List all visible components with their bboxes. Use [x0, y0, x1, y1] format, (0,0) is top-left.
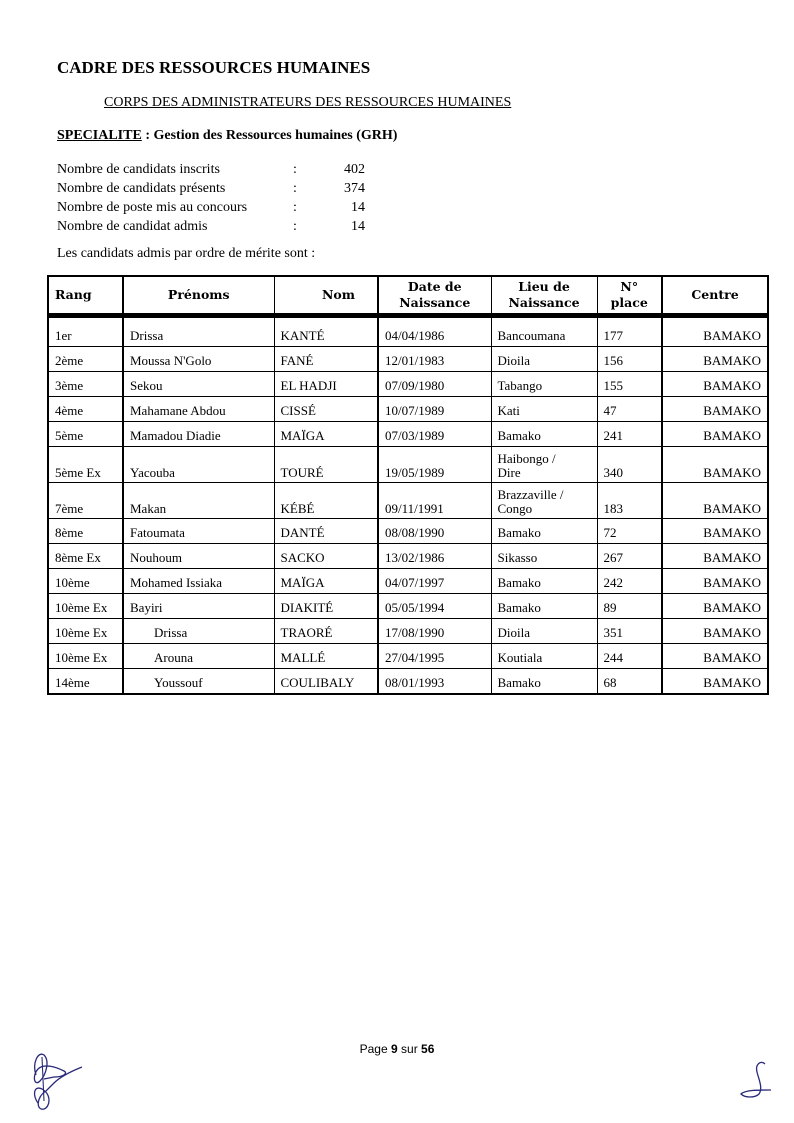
cell-rang: 2ème — [48, 347, 123, 372]
cell-prenoms: Youssouf — [123, 669, 274, 695]
cell-date-naissance: 05/05/1994 — [378, 594, 491, 619]
table-row — [48, 544, 768, 569]
cell-date-naissance: 04/07/1997 — [378, 569, 491, 594]
cell-date-naissance: 08/01/1993 — [378, 669, 491, 695]
cell-numero-place: 177 — [597, 316, 662, 347]
table-row — [48, 316, 768, 347]
cell-nom: TRAORÉ — [274, 619, 378, 644]
speciality-value: Gestion des Ressources humaines (GRH) — [153, 128, 398, 143]
cell-nom: KANTÉ — [274, 316, 378, 347]
stat-label: Nombre de candidats présents — [57, 181, 226, 196]
stat-row — [57, 179, 365, 198]
cell-nom: MAÏGA — [274, 569, 378, 594]
cell-prenoms: Drissa — [123, 619, 274, 644]
document-subtitle: CORPS DES ADMINISTRATEURS DES RESSOURCES HUMAINES — [104, 95, 512, 110]
cell-nom: MALLÉ — [274, 644, 378, 669]
cell-centre: BAMAKO — [662, 644, 768, 669]
table-row — [48, 422, 768, 447]
cell-text: Haibongo / Dire — [497, 451, 556, 480]
table-row — [48, 447, 768, 483]
cell-numero-place: 155 — [597, 372, 662, 397]
cell-lieu-naissance: Dioila — [491, 619, 597, 644]
cell-numero-place: 183 — [597, 483, 662, 519]
cell-centre: BAMAKO — [662, 619, 768, 644]
cell-date-naissance: 09/11/1991 — [378, 483, 491, 519]
cell-lieu-naissance: Bancoumana — [491, 316, 597, 347]
stat-label: Nombre de poste mis au concours — [57, 200, 248, 215]
cell-numero-place: 241 — [597, 422, 662, 447]
cell-centre: BAMAKO — [662, 594, 768, 619]
column-header-rang: Rang — [48, 276, 123, 316]
table-row — [48, 619, 768, 644]
cell-nom: SACKO — [274, 544, 378, 569]
cell-rang: 10ème Ex — [48, 619, 123, 644]
stat-value: 374 — [344, 181, 365, 196]
cell-prenoms: Mamadou Diadie — [123, 422, 274, 447]
cell-prenoms: Arouna — [123, 644, 274, 669]
table-header-row — [48, 276, 768, 316]
cell-rang: 8ème Ex — [48, 544, 123, 569]
table-row — [48, 397, 768, 422]
stat-value: 14 — [351, 219, 365, 234]
document-title: CADRE DES RESSOURCES HUMAINES — [57, 58, 371, 77]
table-row — [48, 372, 768, 397]
cell-date-naissance: 13/02/1986 — [378, 544, 491, 569]
page-word: Page — [359, 1042, 388, 1056]
stats-block — [57, 160, 365, 236]
cell-lieu-naissance: Bamako — [491, 519, 597, 544]
table-row — [48, 483, 768, 519]
cell-lieu-naissance: Bamako — [491, 569, 597, 594]
page-total: 56 — [421, 1042, 435, 1056]
cell-centre: BAMAKO — [662, 347, 768, 372]
column-header-date-naissance: Date de Naissance — [378, 276, 491, 316]
cell-centre: BAMAKO — [662, 422, 768, 447]
cell-lieu-naissance: Bamako — [491, 422, 597, 447]
stat-colon: : — [293, 181, 297, 196]
column-header-nom: Nom — [274, 276, 378, 316]
cell-date-naissance: 27/04/1995 — [378, 644, 491, 669]
of-word: sur — [401, 1042, 418, 1056]
cell-rang: 4ème — [48, 397, 123, 422]
cell-centre: BAMAKO — [662, 669, 768, 695]
speciality-line — [57, 128, 397, 144]
cell-rang: 5ème — [48, 422, 123, 447]
column-header-prenoms: Prénoms — [123, 276, 274, 316]
column-header-numero-place: N° place — [597, 276, 662, 316]
cell-date-naissance: 07/03/1989 — [378, 422, 491, 447]
intro-text: Les candidats admis par ordre de mérite sont : — [57, 246, 316, 261]
cell-numero-place: 340 — [597, 447, 662, 483]
cell-rang: 1er — [48, 316, 123, 347]
cell-numero-place: 267 — [597, 544, 662, 569]
cell-centre: BAMAKO — [662, 372, 768, 397]
cell-rang: 10ème Ex — [48, 594, 123, 619]
cell-centre: BAMAKO — [662, 519, 768, 544]
cell-nom: TOURÉ — [274, 447, 378, 483]
cell-nom: MAÏGA — [274, 422, 378, 447]
cell-rang: 5ème Ex — [48, 447, 123, 483]
cell-date-naissance: 07/09/1980 — [378, 372, 491, 397]
cell-centre: BAMAKO — [662, 316, 768, 347]
stat-row — [57, 217, 365, 236]
cell-rang: 10ème Ex — [48, 644, 123, 669]
cell-date-naissance: 10/07/1989 — [378, 397, 491, 422]
cell-prenoms: Fatoumata — [123, 519, 274, 544]
cell-date-naissance: 08/08/1990 — [378, 519, 491, 544]
table-row — [48, 594, 768, 619]
cell-prenoms: Makan — [123, 483, 274, 519]
signature-right — [735, 1058, 775, 1103]
cell-prenoms: Mohamed Issiaka — [123, 569, 274, 594]
cell-prenoms: Moussa N'Golo — [123, 347, 274, 372]
cell-nom: EL HADJI — [274, 372, 378, 397]
speciality-label: SPECIALITE — [57, 128, 142, 143]
stat-colon: : — [293, 162, 297, 177]
cell-nom: COULIBALY — [274, 669, 378, 695]
stat-value: 402 — [344, 162, 365, 177]
cell-centre: BAMAKO — [662, 447, 768, 483]
cell-lieu-naissance — [491, 447, 597, 483]
cell-numero-place: 244 — [597, 644, 662, 669]
cell-nom: DIAKITÉ — [274, 594, 378, 619]
cell-lieu-naissance: Sikasso — [491, 544, 597, 569]
stat-row — [57, 160, 365, 179]
stat-value: 14 — [351, 200, 365, 215]
stat-colon: : — [293, 219, 297, 234]
cell-lieu-naissance: Dioila — [491, 347, 597, 372]
cell-lieu-naissance: Bamako — [491, 669, 597, 695]
table-row — [48, 644, 768, 669]
cell-nom: CISSÉ — [274, 397, 378, 422]
cell-lieu-naissance: Tabango — [491, 372, 597, 397]
results-table — [47, 275, 769, 695]
cell-lieu-naissance — [491, 483, 597, 519]
cell-rang: 3ème — [48, 372, 123, 397]
cell-nom: FANÉ — [274, 347, 378, 372]
column-header-lieu-naissance: Lieu de Naissance — [491, 276, 597, 316]
cell-prenoms: Yacouba — [123, 447, 274, 483]
cell-date-naissance: 12/01/1983 — [378, 347, 491, 372]
cell-prenoms: Mahamane Abdou — [123, 397, 274, 422]
page-current: 9 — [390, 1042, 398, 1056]
cell-rang: 10ème — [48, 569, 123, 594]
signature-left — [24, 1045, 94, 1115]
cell-prenoms: Nouhoum — [123, 544, 274, 569]
table-row — [48, 569, 768, 594]
cell-rang: 8ème — [48, 519, 123, 544]
cell-numero-place: 47 — [597, 397, 662, 422]
cell-numero-place: 351 — [597, 619, 662, 644]
cell-numero-place: 242 — [597, 569, 662, 594]
cell-prenoms: Sekou — [123, 372, 274, 397]
cell-lieu-naissance: Koutiala — [491, 644, 597, 669]
stat-row — [57, 198, 365, 217]
stat-colon: : — [293, 200, 297, 215]
cell-rang: 7ème — [48, 483, 123, 519]
cell-date-naissance: 17/08/1990 — [378, 619, 491, 644]
cell-centre: BAMAKO — [662, 397, 768, 422]
cell-text: Brazzaville / Congo — [497, 487, 564, 516]
stat-label: Nombre de candidats inscrits — [57, 162, 220, 177]
cell-date-naissance: 04/04/1986 — [378, 316, 491, 347]
cell-lieu-naissance: Bamako — [491, 594, 597, 619]
cell-numero-place: 68 — [597, 669, 662, 695]
table-row — [48, 669, 768, 695]
cell-nom: DANTÉ — [274, 519, 378, 544]
cell-rang: 14ème — [48, 669, 123, 695]
column-header-centre: Centre — [662, 276, 768, 316]
cell-centre: BAMAKO — [662, 569, 768, 594]
page-footer — [0, 1042, 794, 1056]
stat-label: Nombre de candidat admis — [57, 219, 208, 234]
cell-numero-place: 72 — [597, 519, 662, 544]
table-row — [48, 519, 768, 544]
cell-centre: BAMAKO — [662, 544, 768, 569]
table-row — [48, 347, 768, 372]
cell-prenoms: Drissa — [123, 316, 274, 347]
cell-numero-place: 89 — [597, 594, 662, 619]
cell-numero-place: 156 — [597, 347, 662, 372]
cell-date-naissance: 19/05/1989 — [378, 447, 491, 483]
cell-prenoms: Bayiri — [123, 594, 274, 619]
speciality-separator: : — [141, 128, 154, 143]
cell-nom: KÉBÉ — [274, 483, 378, 519]
cell-lieu-naissance: Kati — [491, 397, 597, 422]
cell-centre: BAMAKO — [662, 483, 768, 519]
